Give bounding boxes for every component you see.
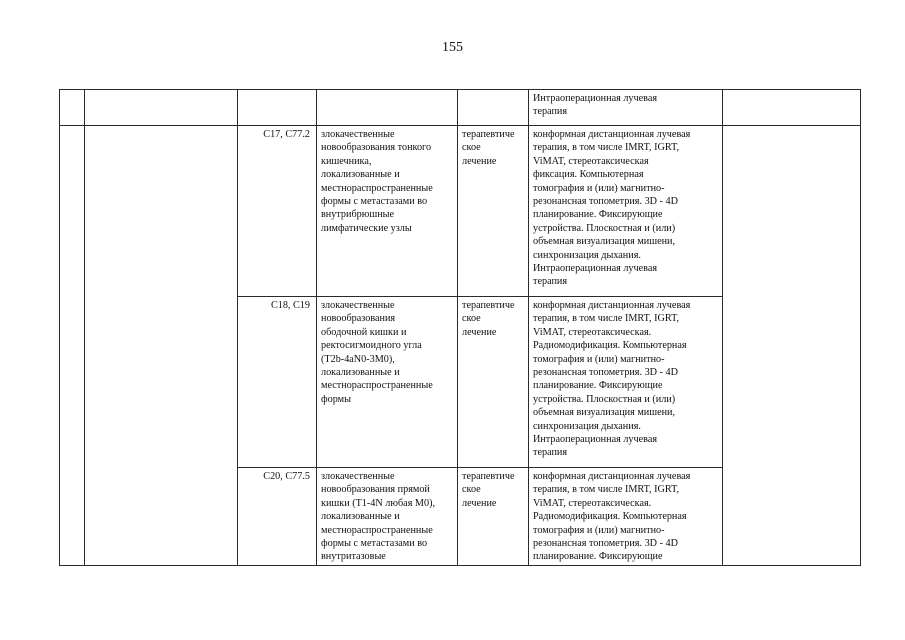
cell-treatment: терапевтиче ское лечение — [458, 468, 529, 566]
cell-group — [85, 90, 238, 126]
table-row — [60, 126, 861, 297]
cell-method: конформная дистанционная лучевая терапия, в том числе IMRT, IGRT, ViMAT, стереотаксическая фиксация. Компьютерная томография и (или) магнитно- резонансная топометрия. 3D - 4D планирование. Фиксирующие устройства. Плоскостная и (или) объемная визуализация мишени, синхронизация дыхания. Интраоперационная лучевая терапия — [529, 126, 723, 297]
cell-method: конформная дистанционная лучевая терапия, в том числе IMRT, IGRT, ViMAT, стереотаксическая. Радиомодификация. Компьютерная томография и (или) магнитно- резонансная топометрия. 3D - 4D планирование. Фиксирующие — [529, 468, 723, 566]
cell-diagnosis: злокачественные новообразования прямой кишки (T1-4N любая M0), локализованные и местнораспространенные формы с метастазами во внутритазовые — [317, 468, 458, 566]
cell-method: конформная дистанционная лучевая терапия, в том числе IMRT, IGRT, ViMAT, стереотаксическая. Радиомодификация. Компьютерная томография и (или) магнитно- резонансная топометрия. 3D - 4D планирование. Фиксирующие устройства. Плоскостная и (или) объемная визуализация мишени, синхронизация дыхания. Интраоперационная лучевая терапия — [529, 297, 723, 468]
cell-treatment: терапевтиче ское лечение — [458, 126, 529, 297]
cell-codes: C18, C19 — [238, 297, 317, 468]
page-number: 155 — [442, 40, 463, 55]
cell-extra — [723, 90, 861, 126]
cell-extra — [723, 126, 861, 566]
cell-codes — [238, 90, 317, 126]
cell-number — [60, 90, 85, 126]
cell-diagnosis — [317, 90, 458, 126]
cell-codes: C20, C77.5 — [238, 468, 317, 566]
table-row-continuation — [60, 90, 861, 126]
cell-codes: C17, C77.2 — [238, 126, 317, 297]
cell-method: Интраоперационная лучевая терапия — [529, 90, 723, 126]
cell-number — [60, 126, 85, 566]
cell-diagnosis: злокачественные новообразования тонкого кишечника, локализованные и местнораспространенные формы с метастазами во внутрибрюшные лимфатические узлы — [317, 126, 458, 297]
treatment-table — [59, 89, 861, 566]
cell-treatment — [458, 90, 529, 126]
cell-diagnosis: злокачественные новообразования ободочной кишки и ректосигмоидного угла (T2b-4aN0-3M0), локализованные и местнораспространенные формы — [317, 297, 458, 468]
cell-group — [85, 126, 238, 566]
cell-treatment: терапевтиче ское лечение — [458, 297, 529, 468]
